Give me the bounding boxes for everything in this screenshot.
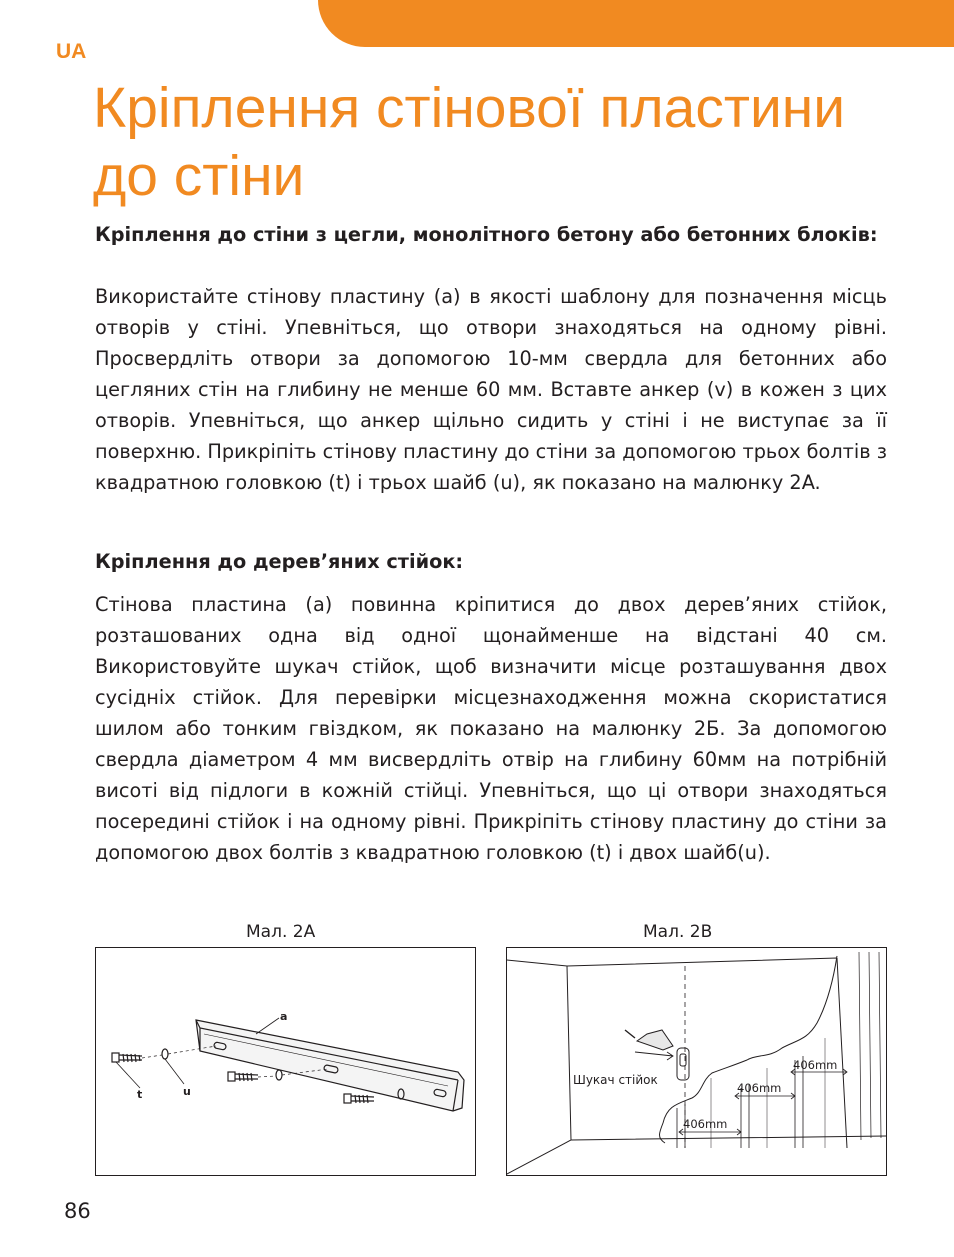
- figure-2b: [506, 947, 887, 1176]
- figure-2b-illustration: [507, 948, 886, 1175]
- figure-2b-caption: Мал. 2B: [643, 922, 713, 942]
- language-tag: UA: [56, 40, 87, 63]
- label-bolt: t: [137, 1088, 143, 1101]
- stud-finder-device: [677, 1048, 689, 1080]
- label-plate: a: [280, 1010, 288, 1023]
- dimension-label-2: 406mm: [737, 1081, 782, 1095]
- bolt-2: [228, 1070, 282, 1081]
- section-text-brick: Використайте стінову пластину (a) в якості шаблону для позначення місць отворів у стіні. Упевніться, що отвори знаходяться на одному рівні. Просвердліть отвори за допомогою 10-мм свердла для бетонних або цегляних стін на глибину не менше 60 мм. Вставте анкер (v) в кожен з цих отворів. Упевніться, що анкер щільно сидить у стіні і не виступає за її поверхню. Прикріпіть стінову пластину до стіни за допомогою трьох болтів з квадратною головкою (t) і трьох шайб (u), як показано на малюнку 2A.: [95, 285, 887, 494]
- section-heading-brick: Кріплення до стіни з цегли, монолітного бетону або бетонних блоків:: [95, 223, 878, 246]
- dimension-label-1: 406mm: [683, 1117, 728, 1131]
- figure-2a-caption: Мал. 2A: [246, 922, 316, 942]
- section-text-wood: Стінова пластина (a) повинна кріпитися до двох дерев’яних стійок, розташованих одна від одної щонайменше на відстані 40 см. Використовуйте шукач стійок, щоб визначити місце розташування двох сусідніх стійок. Для перевірки місцезнаходження можна скористатися шилом або тонким гвіздком, як показано на малюнку 2Б. За допомогою свердла діаметром 4 мм висвердліть отвір на глибину 60мм на потрібній висоті від підлоги в кожній стійці. Упевніться, що ці отвори знаходяться посередині стійок і на одному рівні. Прикріпіть стінову пластину до стіни за допомогою двох болтів з квадратною головкою (t) і двох шайб(u).: [95, 593, 887, 864]
- torn-wall-edge: [660, 956, 838, 1143]
- page-title: Кріплення стінової пластини до стіни: [93, 76, 846, 208]
- stud-finder-label: Шукач стійок: [573, 1073, 658, 1087]
- dimension-label-3: 406mm: [793, 1058, 838, 1072]
- figure-2a: [95, 947, 476, 1176]
- section-heading-wood: Кріплення до дерев’яних стійок:: [95, 550, 464, 573]
- figure-2a-illustration: [96, 948, 475, 1175]
- bolt-1: [112, 1049, 168, 1062]
- awl-tool: [637, 1030, 673, 1050]
- label-washer: u: [183, 1085, 191, 1098]
- page-number: 86: [64, 1199, 91, 1223]
- header-accent-tab: [318, 0, 954, 47]
